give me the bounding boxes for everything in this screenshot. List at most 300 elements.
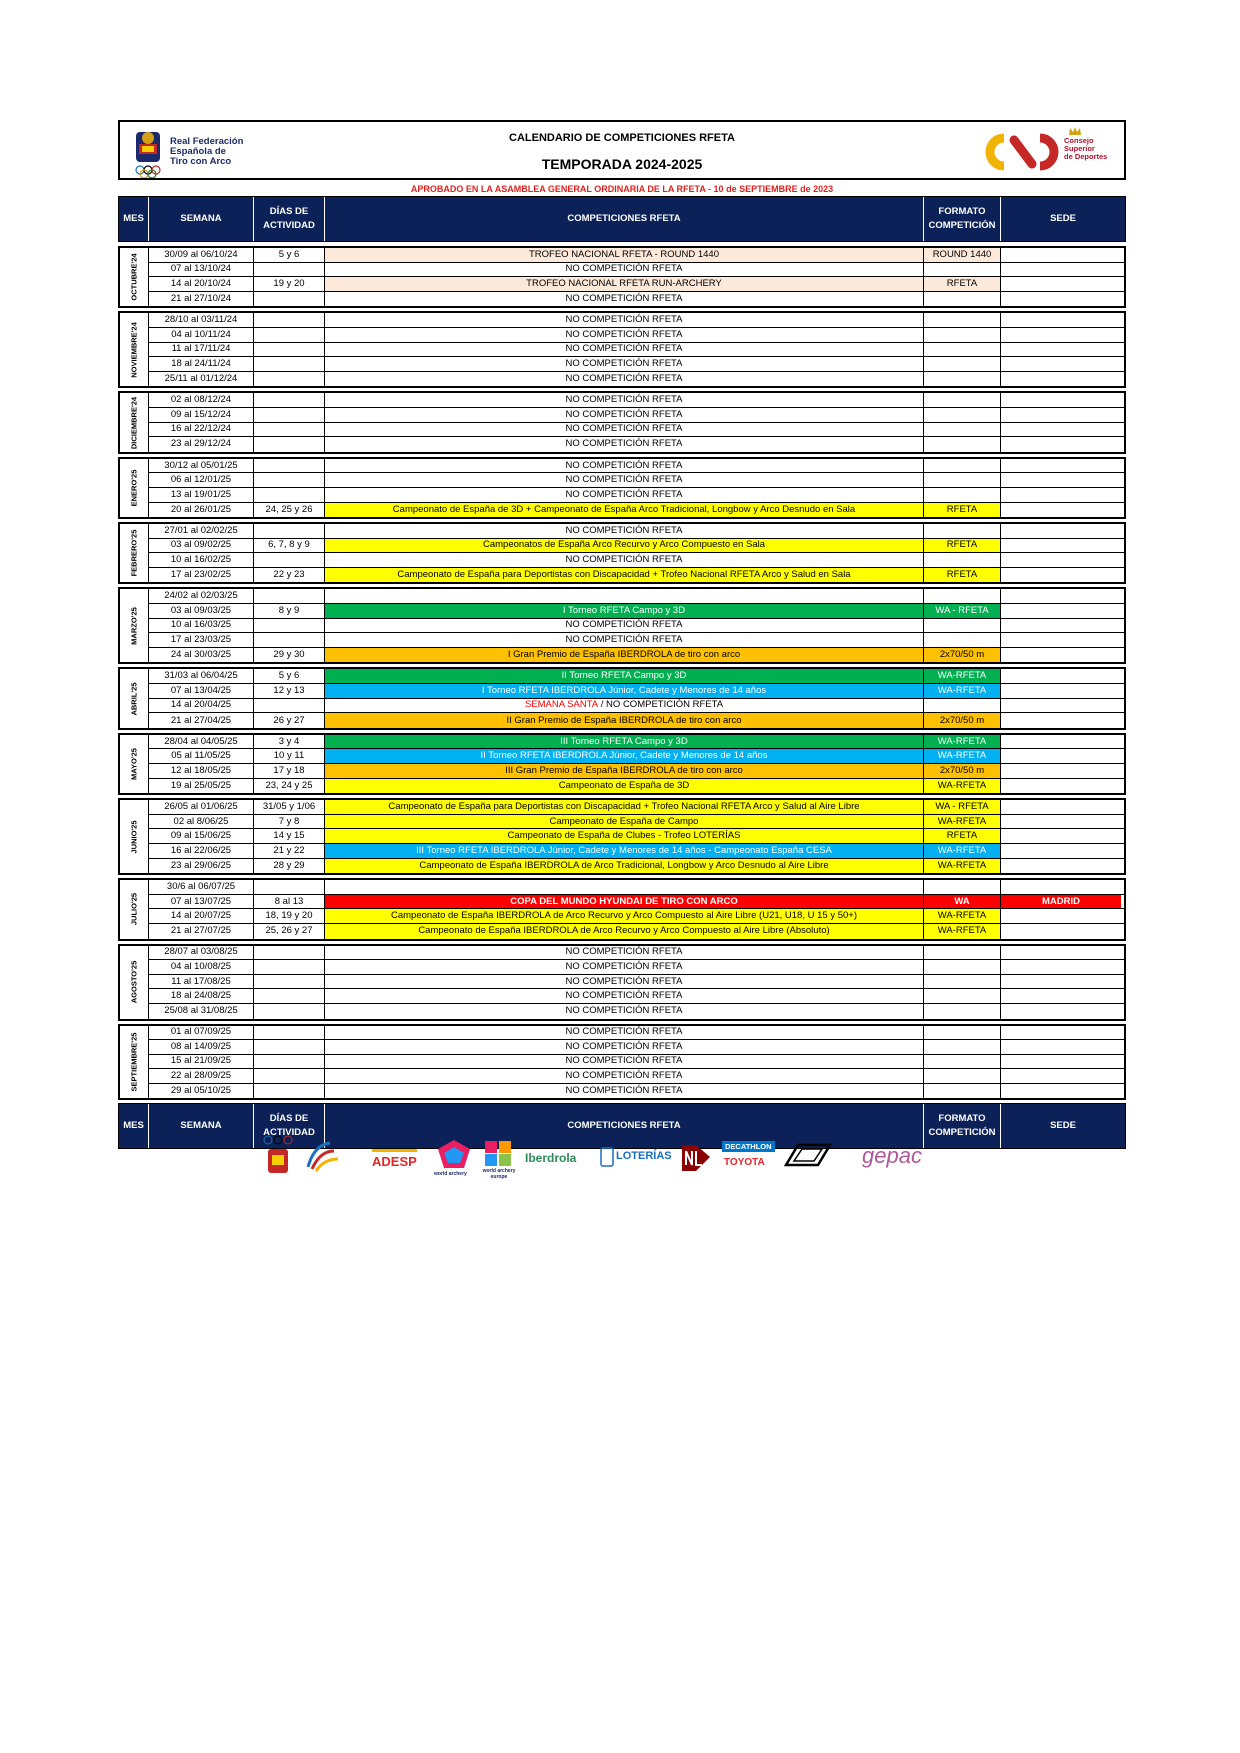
table-row: [149, 277, 1124, 292]
competition-cell: II Torneo RFETA Campo y 3D: [325, 669, 924, 683]
days-cell: [254, 393, 325, 407]
competition-cell: III Torneo RFETA Campo y 3D: [325, 735, 924, 749]
table-row: [149, 1026, 1124, 1041]
table-row: [149, 589, 1124, 604]
venue-cell: [1001, 975, 1121, 989]
header-formato: [924, 197, 1001, 241]
table-row: [149, 975, 1124, 990]
week-cell: 09 al 15/06/25: [149, 829, 254, 843]
days-cell: [254, 880, 325, 894]
csd-logo: [984, 132, 1110, 172]
table-row: [149, 328, 1124, 343]
format-cell: [924, 263, 1001, 277]
table-row: [149, 263, 1124, 278]
week-cell: 21 al 27/07/25: [149, 924, 254, 939]
footer-mes: MES: [119, 1104, 149, 1148]
venue-cell: [1001, 946, 1121, 960]
format-cell: ROUND 1440: [924, 248, 1001, 262]
format-cell: [924, 975, 1001, 989]
days-cell: [254, 946, 325, 960]
format-cell: RFETA: [924, 503, 1001, 518]
sponsor-iberdrola: Iberdrola: [525, 1151, 577, 1165]
format-cell: [924, 1004, 1001, 1019]
days-cell: [254, 313, 325, 327]
table-row: [149, 764, 1124, 779]
competition-cell: NO COMPETICIÓN RFETA: [325, 1040, 924, 1054]
days-cell: 22 y 23: [254, 568, 325, 583]
month-block: [118, 667, 1126, 729]
days-cell: [254, 975, 325, 989]
venue-cell: [1001, 292, 1121, 307]
competition-cell: I Gran Premio de España IBERDROLA de tiro con arco: [325, 648, 924, 663]
days-cell: [254, 1069, 325, 1083]
format-cell: [924, 1040, 1001, 1054]
week-cell: 11 al 17/08/25: [149, 975, 254, 989]
format-cell: [924, 437, 1001, 452]
table-row: [149, 248, 1124, 263]
competition-cell: Campeonato de España de 3D + Campeonato de España Arco Tradicional, Longbow y Arco Desnudo en Sala: [325, 503, 924, 518]
table-row: [149, 749, 1124, 764]
format-cell: WA-RFETA: [924, 859, 1001, 874]
days-cell: [254, 488, 325, 502]
week-cell: 07 al 13/04/25: [149, 684, 254, 698]
format-cell: [924, 1084, 1001, 1099]
month-label: [120, 248, 149, 306]
format-cell: WA-RFETA: [924, 815, 1001, 829]
csd-name-line: Superior: [1064, 144, 1095, 153]
days-cell: 5 y 6: [254, 248, 325, 262]
header-sede: SEDE: [1050, 213, 1076, 224]
table-row: [149, 859, 1124, 874]
venue-cell: [1001, 263, 1121, 277]
venue-cell: [1001, 1069, 1121, 1083]
table-row: [149, 553, 1124, 568]
competition-cell: NO COMPETICIÓN RFETA: [325, 1084, 924, 1099]
format-cell: RFETA: [924, 539, 1001, 553]
competition-cell: NO COMPETICIÓN RFETA: [325, 357, 924, 371]
venue-cell: [1001, 589, 1121, 603]
week-cell: 28/10 al 03/11/24: [149, 313, 254, 327]
venue-cell: [1001, 343, 1121, 357]
venue-cell: [1001, 909, 1121, 923]
competition-cell: II Gran Premio de España IBERDROLA de tiro con arco: [325, 713, 924, 728]
week-cell: 31/03 al 06/04/25: [149, 669, 254, 683]
week-cell: 14 al 20/04/25: [149, 699, 254, 713]
format-cell: RFETA: [924, 829, 1001, 843]
competition-cell: III Gran Premio de España IBERDROLA de tiro con arco: [325, 764, 924, 778]
days-cell: [254, 524, 325, 538]
venue-cell: [1001, 488, 1121, 502]
venue-cell: [1001, 1026, 1121, 1040]
week-cell: 14 al 20/10/24: [149, 277, 254, 291]
venue-cell: [1001, 277, 1121, 291]
week-cell: 02 al 08/12/24: [149, 393, 254, 407]
days-cell: 24, 25 y 26: [254, 503, 325, 518]
week-cell: 20 al 26/01/25: [149, 503, 254, 518]
footer-sede: SEDE: [1050, 1120, 1076, 1132]
days-cell: 25, 26 y 27: [254, 924, 325, 939]
format-cell: RFETA: [924, 277, 1001, 291]
venue-cell: [1001, 1084, 1121, 1099]
week-cell: 05 al 11/05/25: [149, 749, 254, 763]
days-cell: [254, 1004, 325, 1019]
federation-name-line: Tiro con Arco: [170, 156, 232, 167]
venue-cell: [1001, 539, 1121, 553]
table-row: [149, 408, 1124, 423]
days-cell: 10 y 11: [254, 749, 325, 763]
format-cell: [924, 589, 1001, 603]
venue-cell: [1001, 989, 1121, 1003]
week-cell: 29 al 05/10/25: [149, 1084, 254, 1099]
competition-cell: Campeonato de España IBERDROLA de Arco Recurvo y Arco Compuesto al Aire Libre (U21, U18, U 15 y 50+): [325, 909, 924, 923]
competition-cell: NO COMPETICIÓN RFETA: [325, 553, 924, 567]
sponsor-gepac: gepac: [862, 1143, 922, 1168]
venue-cell: [1001, 713, 1121, 728]
month-label: [120, 1026, 149, 1099]
table-row: [149, 619, 1124, 634]
week-cell: 21 al 27/04/25: [149, 713, 254, 728]
season-title: TEMPORADA 2024-2025: [541, 156, 703, 172]
competition-cell: Campeonato de España de Clubes - Trofeo LOTERÍAS: [325, 829, 924, 843]
month-label-text: ABRIL'25: [129, 682, 139, 716]
format-cell: [924, 633, 1001, 647]
header-mes: MES: [119, 197, 149, 241]
competition-cell: NO COMPETICIÓN RFETA: [325, 633, 924, 647]
month-label-text: JULIO'25: [129, 893, 139, 926]
competition-cell: NO COMPETICIÓN RFETA: [325, 343, 924, 357]
format-cell: WA-RFETA: [924, 684, 1001, 698]
month-label-text: ENERO'25: [129, 469, 139, 507]
world-archery-logo-icon: [437, 1139, 471, 1169]
format-cell: 2x70/50 m: [924, 713, 1001, 728]
days-cell: 7 y 8: [254, 815, 325, 829]
week-cell: 10 al 16/02/25: [149, 553, 254, 567]
month-label-text: NOVIEMBRE'24: [129, 322, 139, 378]
nkl-logo-icon: [680, 1141, 712, 1173]
competition-cell: Campeonato de España IBERDROLA de Arco Recurvo y Arco Compuesto al Aire Libre (Absoluto): [325, 924, 924, 939]
competition-cell: NO COMPETICIÓN RFETA: [325, 524, 924, 538]
week-cell: 19 al 25/05/25: [149, 779, 254, 794]
header-dias-line: DÍAS DE: [269, 206, 309, 217]
format-cell: [924, 1055, 1001, 1069]
month-label: [120, 800, 149, 873]
table-row: [149, 343, 1124, 358]
week-cell: 22 al 28/09/25: [149, 1069, 254, 1083]
table-row: [149, 357, 1124, 372]
competition-cell: Campeonato de España IBERDROLA de Arco Tradicional, Longbow y Arco Desnudo al Aire Libre: [325, 859, 924, 874]
week-cell: 23 al 29/12/24: [149, 437, 254, 452]
competition-cell: Campeonato de España para Deportistas con Discapacidad + Trofeo Nacional RFETA Arco y Salud en Sala: [325, 568, 924, 583]
venue-cell: [1001, 779, 1121, 794]
month-block: [118, 798, 1126, 875]
days-cell: [254, 459, 325, 473]
month-label-text: SEPTIEMBRE'25: [129, 1032, 139, 1092]
venue-cell: [1001, 924, 1121, 939]
table-row: [149, 829, 1124, 844]
approval-note: APROBADO EN LA ASAMBLEA GENERAL ORDINARIA DE LA RFETA - 10 de SEPTIEMBRE de 2023: [410, 184, 834, 194]
days-cell: 31/05 y 1/06: [254, 800, 325, 814]
format-cell: WA-RFETA: [924, 735, 1001, 749]
week-cell: 15 al 21/09/25: [149, 1055, 254, 1069]
format-cell: [924, 357, 1001, 371]
header-formato-line: COMPETICIÓN: [928, 220, 996, 231]
format-cell: [924, 459, 1001, 473]
format-cell: WA-RFETA: [924, 924, 1001, 939]
sponsor-world-archery-europe: world archery europe: [482, 1168, 516, 1180]
venue-cell: [1001, 800, 1121, 814]
month-block: [118, 878, 1126, 940]
week-cell: 12 al 18/05/25: [149, 764, 254, 778]
competition-cell: Campeonato de España para Deportistas con Discapacidad + Trofeo Nacional RFETA Arco y Salud al Aire Libre: [325, 800, 924, 814]
days-cell: [254, 960, 325, 974]
format-cell: [924, 1026, 1001, 1040]
venue-cell: [1001, 764, 1121, 778]
competition-cell: III Torneo RFETA IBERDROLA Júnior, Cadete y Menores de 14 años - Campeonato España CESA: [325, 844, 924, 858]
venue-cell: [1001, 408, 1121, 422]
days-cell: 17 y 18: [254, 764, 325, 778]
months-container: [118, 246, 1126, 1100]
competition-cell: NO COMPETICIÓN RFETA: [325, 1055, 924, 1069]
venue-cell: [1001, 684, 1121, 698]
days-cell: [254, 292, 325, 307]
table-row: [149, 393, 1124, 408]
venue-cell: [1001, 328, 1121, 342]
week-cell: 01 al 07/09/25: [149, 1026, 254, 1040]
week-cell: 28/04 al 04/05/25: [149, 735, 254, 749]
format-cell: WA: [924, 895, 1001, 909]
week-cell: 14 al 20/07/25: [149, 909, 254, 923]
header-semana: SEMANA: [149, 197, 254, 241]
format-cell: [924, 393, 1001, 407]
loterias-emblem-icon: [600, 1147, 614, 1167]
days-cell: 14 y 15: [254, 829, 325, 843]
competition-cell: NO COMPETICIÓN RFETA: [325, 473, 924, 487]
month-label-text: JUNIO'25: [129, 820, 139, 854]
days-cell: 12 y 13: [254, 684, 325, 698]
competition-cell: NO COMPETICIÓN RFETA: [325, 263, 924, 277]
format-cell: [924, 488, 1001, 502]
month-label: [120, 393, 149, 451]
competition-text: / NO COMPETICIÓN RFETA: [598, 699, 724, 711]
table-row: [149, 292, 1124, 307]
format-cell: WA - RFETA: [924, 604, 1001, 618]
sponsor-decathlon: DECATHLON: [722, 1141, 775, 1152]
format-cell: [924, 313, 1001, 327]
week-cell: 24/02 al 02/03/25: [149, 589, 254, 603]
days-cell: 3 y 4: [254, 735, 325, 749]
days-cell: [254, 473, 325, 487]
week-cell: 16 al 22/06/25: [149, 844, 254, 858]
table-row: [149, 488, 1124, 503]
table-row: [149, 924, 1124, 939]
table-row: [149, 568, 1124, 583]
federation-name-line: Española de: [170, 146, 226, 157]
format-cell: [924, 699, 1001, 713]
format-cell: 2x70/50 m: [924, 648, 1001, 663]
week-cell: 17 al 23/02/25: [149, 568, 254, 583]
week-cell: 16 al 22/12/24: [149, 423, 254, 437]
venue-cell: [1001, 1040, 1121, 1054]
month-label: [120, 880, 149, 938]
competition-cell: [325, 699, 924, 713]
footer-formato-line: FORMATO: [938, 1113, 986, 1125]
format-cell: WA-RFETA: [924, 779, 1001, 794]
month-block: [118, 587, 1126, 664]
days-cell: [254, 1055, 325, 1069]
week-cell: 30/6 al 06/07/25: [149, 880, 254, 894]
format-cell: RFETA: [924, 568, 1001, 583]
venue-cell: [1001, 248, 1121, 262]
table-row: [149, 1055, 1124, 1070]
competition-cell: II Torneo RFETA IBERDROLA Júnior, Cadete y Menores de 14 años: [325, 749, 924, 763]
days-cell: [254, 263, 325, 277]
month-label-text: DICIEMBRE'24: [129, 396, 139, 449]
table-row: [149, 503, 1124, 518]
days-cell: 5 y 6: [254, 669, 325, 683]
csd-mark-icon: [984, 132, 1062, 172]
competition-cell: [325, 589, 924, 603]
venue-cell: [1001, 633, 1121, 647]
csd-name-line: de Deportes: [1064, 152, 1108, 161]
days-cell: [254, 989, 325, 1003]
format-cell: [924, 372, 1001, 387]
competition-cell: Campeonatos de España Arco Recurvo y Arco Compuesto en Sala: [325, 539, 924, 553]
week-cell: 07 al 13/10/24: [149, 263, 254, 277]
days-cell: 18, 19 y 20: [254, 909, 325, 923]
days-cell: [254, 1084, 325, 1099]
days-cell: 8 al 13: [254, 895, 325, 909]
week-cell: 18 al 24/11/24: [149, 357, 254, 371]
footer-semana: SEMANA: [149, 1104, 254, 1148]
competition-cell: NO COMPETICIÓN RFETA: [325, 328, 924, 342]
competition-cell: TROFEO NACIONAL RFETA RUN-ARCHERY: [325, 277, 924, 291]
venue-cell: [1001, 859, 1121, 874]
table-row: [149, 989, 1124, 1004]
days-cell: [254, 357, 325, 371]
format-cell: [924, 408, 1001, 422]
week-cell: 10 al 16/03/25: [149, 619, 254, 633]
header-dias: [254, 197, 325, 241]
venue-cell: [1001, 815, 1121, 829]
venue-cell: [1001, 313, 1121, 327]
paralympic-logo-icon: [300, 1137, 344, 1177]
venue-cell: [1001, 553, 1121, 567]
table-row: [149, 909, 1124, 924]
days-cell: [254, 553, 325, 567]
month-label: [120, 735, 149, 793]
venue-cell: [1001, 459, 1121, 473]
venue-cell: [1001, 735, 1121, 749]
days-cell: 8 y 9: [254, 604, 325, 618]
footer-formato-line: COMPETICIÓN: [928, 1127, 996, 1139]
month-block: [118, 311, 1126, 388]
competition-cell: NO COMPETICIÓN RFETA: [325, 423, 924, 437]
week-cell: 26/05 al 01/06/25: [149, 800, 254, 814]
month-label: [120, 459, 149, 517]
footer-dias-line: DÍAS DE: [269, 1113, 309, 1125]
sponsor-bar: [0, 1135, 1240, 1195]
month-label: [120, 589, 149, 662]
format-cell: [924, 423, 1001, 437]
competition-cell: NO COMPETICIÓN RFETA: [325, 946, 924, 960]
calendar-title: CALENDARIO DE COMPETICIONES RFETA: [509, 132, 735, 144]
venue-cell: [1001, 437, 1121, 452]
week-cell: 02 al 8/06/25: [149, 815, 254, 829]
venue-cell: [1001, 844, 1121, 858]
venue-cell: [1001, 960, 1121, 974]
format-cell: [924, 343, 1001, 357]
venue-cell: [1001, 524, 1121, 538]
venue-cell: [1001, 393, 1121, 407]
competition-cell: NO COMPETICIÓN RFETA: [325, 292, 924, 307]
week-cell: 25/08 al 31/08/25: [149, 1004, 254, 1019]
week-cell: 06 al 12/01/25: [149, 473, 254, 487]
format-cell: WA-RFETA: [924, 909, 1001, 923]
week-cell: 17 al 23/03/25: [149, 633, 254, 647]
days-cell: [254, 619, 325, 633]
competition-cell: NO COMPETICIÓN RFETA: [325, 393, 924, 407]
week-cell: 30/09 al 06/10/24: [149, 248, 254, 262]
competition-cell: NO COMPETICIÓN RFETA: [325, 1069, 924, 1083]
federation-name-line: Real Federación: [170, 136, 244, 147]
footer-competiciones: COMPETICIONES RFETA: [325, 1104, 924, 1148]
days-cell: [254, 408, 325, 422]
table-row: [149, 800, 1124, 815]
week-cell: 04 al 10/11/24: [149, 328, 254, 342]
sponsor-adesp: ADESP: [372, 1149, 417, 1169]
week-cell: 11 al 17/11/24: [149, 343, 254, 357]
venue-cell: [1001, 423, 1121, 437]
table-row: [149, 684, 1124, 699]
format-cell: 2x70/50 m: [924, 764, 1001, 778]
table-row: [149, 880, 1124, 895]
competition-cell: NO COMPETICIÓN RFETA: [325, 372, 924, 387]
sponsor-toyota: TOYOTA: [724, 1157, 765, 1168]
table-row: [149, 423, 1124, 438]
table-row: [149, 1084, 1124, 1099]
days-cell: 6, 7, 8 y 9: [254, 539, 325, 553]
csd-name: [1064, 137, 1107, 161]
venue-cell: [1001, 749, 1121, 763]
table-row: [149, 473, 1124, 488]
days-cell: 29 y 30: [254, 648, 325, 663]
competition-cell: NO COMPETICIÓN RFETA: [325, 488, 924, 502]
sponsor-world-archery: world archery: [434, 1171, 467, 1177]
days-cell: [254, 423, 325, 437]
days-cell: [254, 633, 325, 647]
table-row: [149, 844, 1124, 859]
month-label: [120, 524, 149, 582]
table-row: [149, 539, 1124, 554]
venue-cell: [1001, 669, 1121, 683]
format-cell: [924, 473, 1001, 487]
competition-cell: I Torneo RFETA IBERDROLA Júnior, Cadete y Menores de 14 años: [325, 684, 924, 698]
venue-cell: [1001, 1004, 1121, 1019]
week-cell: 21 al 27/10/24: [149, 292, 254, 307]
format-cell: [924, 553, 1001, 567]
month-block: [118, 1024, 1126, 1101]
competition-cell: Campeonato de España de Campo: [325, 815, 924, 829]
table-row: [149, 1004, 1124, 1019]
competition-cell: NO COMPETICIÓN RFETA: [325, 459, 924, 473]
table-row: [149, 524, 1124, 539]
venue-cell: MADRID: [1001, 895, 1121, 909]
venue-cell: [1001, 473, 1121, 487]
days-cell: [254, 1040, 325, 1054]
table-row: [149, 895, 1124, 910]
month-block: [118, 944, 1126, 1021]
venue-cell: [1001, 699, 1121, 713]
